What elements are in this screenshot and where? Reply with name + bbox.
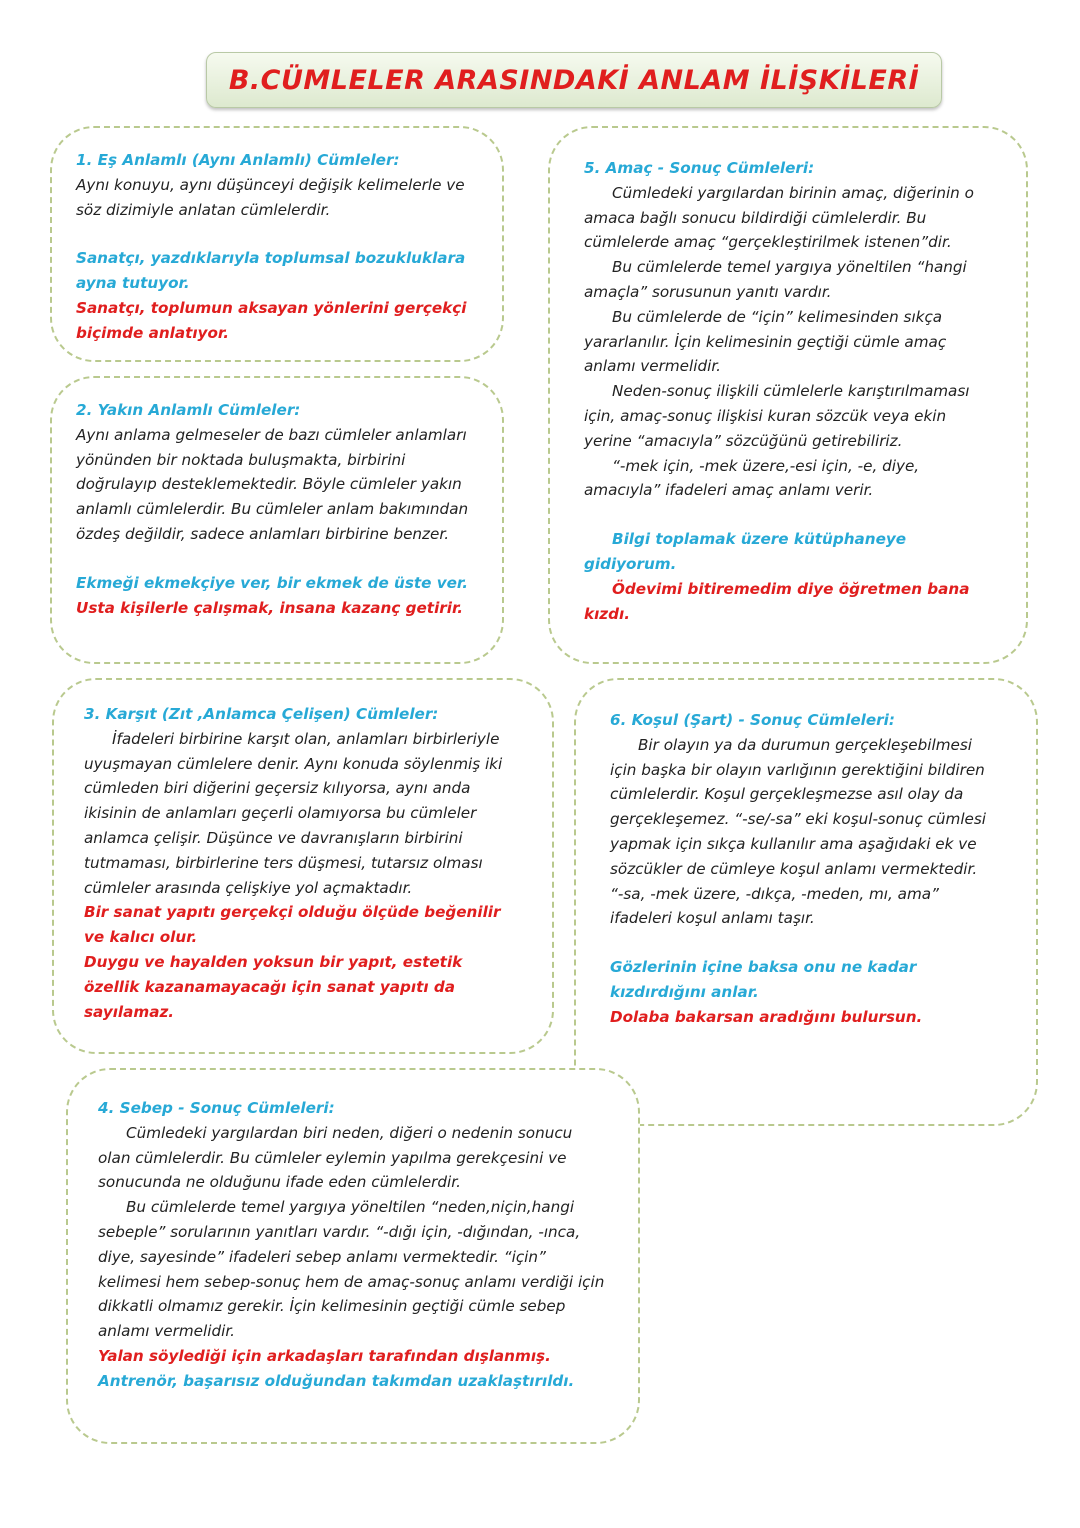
section-text: Cümledeki yargılardan birinin amaç, diğerinin o amaca bağlı sonucu bildirdiği cümlelerdir. Bu cümlelerde amaç “gerçekleştirilmek istenen”dir. <box>584 183 974 252</box>
section-near-synonymous-sentences <box>50 376 504 664</box>
section-purpose-result-sentences <box>548 126 1028 664</box>
section-text: Cümledeki yargılardan biri neden, diğeri o nedenin sonucu olan cümlelerdir. Bu cümleler eylemin yapılma gerekçesini ve sonucunda ne olduğunu ifade eden cümlelerdir. <box>98 1123 573 1192</box>
section-text: “-sa, -mek üzere, -dıkça, -meden, mı, ama” ifadeleri koşul anlamı taşır. <box>610 884 939 928</box>
section-text: İfadeleri birbirine karşıt olan, anlamları birbirleriyle uyuşmayan cümlelere denir. Aynı konuda söylenmiş iki cümleden biri diğerini geçersiz kılıyorsa, aynı anda ikisinin de anlamları geçerli olamıyorsa bu cümleler anlamca çelişir. Düşünce ve davranışların birbirini tutmaması, birbirlerine ters düşmesi, tutarsız olması cümleler arasında çelişkiye yol açmaktadır. <box>84 729 503 897</box>
page-title: B.CÜMLELER ARASINDAKİ ANLAM İLİŞKİLERİ <box>228 64 920 96</box>
section-heading: 3. Karşıt (Zıt ,Anlamca Çelişen) Cümleler: <box>84 705 439 723</box>
example-sentence: Dolaba bakarsan aradığını bulursun. <box>610 1007 923 1026</box>
example-sentence: Yalan söylediği için arkadaşları tarafından dışlanmış. <box>98 1346 551 1365</box>
section-text: “-mek için, -mek üzere,-esi için, -e, diye, amacıyla” ifadeleri amaç anlamı verir. <box>584 456 920 500</box>
section-text: Neden-sonuç ilişkili cümlelerle karıştırılmaması için, amaç-sonuç ilişkisi kuran sözcük veya ekin yerine “amacıyla” sözcüğünü getirebiliriz. <box>584 382 970 450</box>
section-heading: 2. Yakın Anlamlı Cümleler: <box>76 401 301 419</box>
page-title-banner <box>206 52 942 108</box>
example-sentence: Duygu ve hayalden yoksun bir yapıt, estetik özellik kazanamayacağı için sanat yapıtı da sayılamaz. <box>84 952 463 1021</box>
section-heading: 1. Eş Anlamlı (Aynı Anlamlı) Cümleler: <box>76 151 400 169</box>
section-heading: 5. Amaç - Sonuç Cümleleri: <box>584 159 815 177</box>
section-heading: 6. Koşul (Şart) - Sonuç Cümleleri: <box>610 711 895 729</box>
example-sentence: Usta kişilerle çalışmak, insana kazanç getirir. <box>76 598 464 617</box>
section-text: Bir olayın ya da durumun gerçekleşebilmesi için başka bir olayın varlığının gerektiğini bildiren cümlelerdir. Koşul gerçekleşmezse asıl olay da gerçekleşemez. “-se/-sa” eki koşul-sonuç cümlesi yapmak için sıkça kullanılır ama aşağıdaki ek ve sözcükler de cümleye koşul anlamı vermektedir. <box>610 735 987 878</box>
example-sentence: Sanatçı, yazdıklarıyla toplumsal bozukluklara ayna tutuyor. <box>76 249 466 293</box>
section-condition-result-sentences <box>574 678 1038 1126</box>
example-sentence: Antrenör, başarısız olduğundan takımdan uzaklaştırıldı. <box>98 1371 575 1390</box>
example-sentence: Ödevimi bitiremedim diye öğretmen bana kızdı. <box>584 579 970 623</box>
section-text: Bu cümlelerde de “için” kelimesinden sıkça yararlanılır. İçin kelimesinin geçtiği cümle amaç anlamı vermelidir. <box>584 307 947 376</box>
section-contradictory-sentences <box>52 678 554 1054</box>
example-sentence: Bir sanat yapıtı gerçekçi olduğu ölçüde beğenilir ve kalıcı olur. <box>84 903 501 947</box>
example-sentence: Sanatçı, toplumun aksayan yönlerini gerçekçi biçimde anlatıyor. <box>76 298 467 342</box>
example-sentence: Ekmeği ekmekçiye ver, bir ekmek de üste ver. <box>76 573 469 592</box>
section-cause-effect-sentences <box>66 1068 640 1444</box>
section-synonymous-sentences <box>50 126 504 362</box>
section-text: Bu cümlelerde temel yargıya yöneltilen “neden,niçin,hangi sebeple” sorularının yanıtları vardır. “-dığı için, -dığından, -ınca, diye, sayesinde” ifadeleri sebep anlamı vermektedir. “için” kelimesi hem sebep-sonuç hem de amaç-sonuç anlamı verdiği için dikkatli olmamız gerekir. İçin kelimesinin geçtiği cümle sebep anlamı vermelidir. <box>98 1198 605 1341</box>
section-text: Aynı anlama gelmeseler de bazı cümleler anlamları yönünden bir noktada buluşmakta, birbirini doğrulayıp desteklemektedir. Böyle cümleler yakın anlamlı cümlelerdir. Bu cümleler anlam bakımından özdeş değildir, sadece anlamları birbirine benzer. <box>76 425 469 543</box>
section-heading: 4. Sebep - Sonuç Cümleleri: <box>98 1099 335 1117</box>
section-text: Bu cümlelerde temel yargıya yöneltilen “hangi amaçla” sorusunun yanıtı vardır. <box>584 258 967 301</box>
example-sentence: Bilgi toplamak üzere kütüphaneye gidiyorum. <box>584 530 907 573</box>
example-sentence: Gözlerinin içine baksa onu ne kadar kızdırdığını anlar. <box>610 958 917 1001</box>
section-text: Aynı konuyu, aynı düşünceyi değişik kelimelerle ve söz dizimiyle anlatan cümlelerdir. <box>76 175 465 219</box>
